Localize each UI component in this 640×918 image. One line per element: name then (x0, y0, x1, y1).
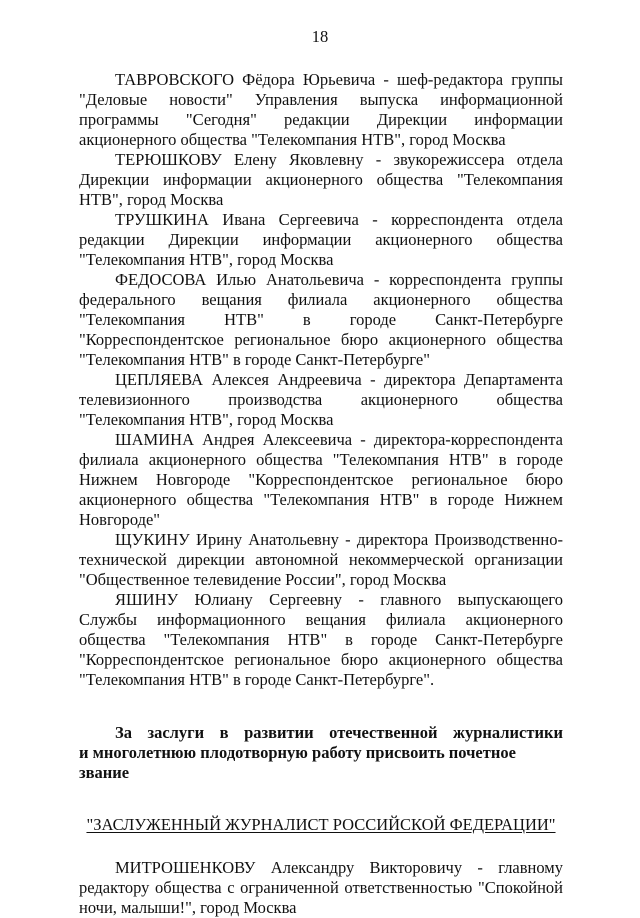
decree-text-line2: и многолетнюю плодотворную работу присвоить почетное звание (79, 743, 516, 782)
award-entry-trushkin: ТРУШКИНА Ивана Сергеевича - корреспондента отдела редакции Дирекции информации акционерного общества "Телекомпания НТВ", город Москва (79, 210, 563, 269)
award-entry-fedosov: ФЕДОСОВА Илью Анатольевича - корреспондента группы федерального вещания филиала акционерного общества "Телекомпания НТВ" в городе Санкт-Петербурге "Корреспондентское региональное бюро акционерного общества "Телекомпания НТВ" в городе Санкт-Петербурге" (79, 270, 563, 369)
award-entry-tavrovsky: ТАВРОВСКОГО Фёдора Юрьевича - шеф-редактора группы "Деловые новости" Управления выпуска информационной программы "Сегодня" редакции Дирекции информации акционерного общества "Телекомпания НТВ", город Москва (79, 70, 563, 149)
award-entry-mitroshenkov: МИТРОШЕНКОВУ Александру Викторовичу - главному редактору общества с ограниченной ответственностью "Спокойной ночи, малыши!", город Москва (79, 858, 563, 917)
page-number: 18 (311, 27, 329, 46)
award-entry-tseplyaev: ЦЕПЛЯЕВА Алексея Андреевича - директора Департамента телевизионного производства акционерного общества "Телекомпания НТВ", город Москва (79, 370, 563, 429)
award-entry-shamin: ШАМИНА Андрея Алексеевича - директора-корреспондента филиала акционерного общества "Телекомпания НТВ" в городе Нижнем Новгороде "Корреспондентское региональное бюро акционерного общества "Телекомпания НТВ" в городе Нижнем Новгороде" (79, 430, 563, 529)
honorary-title: "ЗАСЛУЖЕННЫЙ ЖУРНАЛИСТ РОССИЙСКОЙ ФЕДЕРАЦИИ" (86, 815, 556, 834)
award-entry-shchukina: ЩУКИНУ Ирину Анатольевну - директора Производственно-технической дирекции автономной некоммерческой организации "Общественное телевидение России", город Москва (79, 530, 563, 589)
decree-text-line1: За заслуги в развитии отечественной журналистики (115, 723, 563, 742)
award-entry-yashina: ЯШИНУ Юлиану Сергеевну - главного выпускающего Службы информационного вещания филиала акционерного общества "Телекомпания НТВ" в городе Санкт-Петербурге "Корреспондентское региональное бюро акционерного общества "Телекомпания НТВ" в городе Санкт-Петербурге". (79, 590, 563, 689)
award-entry-teryushkova: ТЕРЮШКОВУ Елену Яковлевну - звукорежиссера отдела Дирекции информации акционерного общества "Телекомпания НТВ", город Москва (79, 150, 563, 209)
document-body (79, 70, 563, 918)
